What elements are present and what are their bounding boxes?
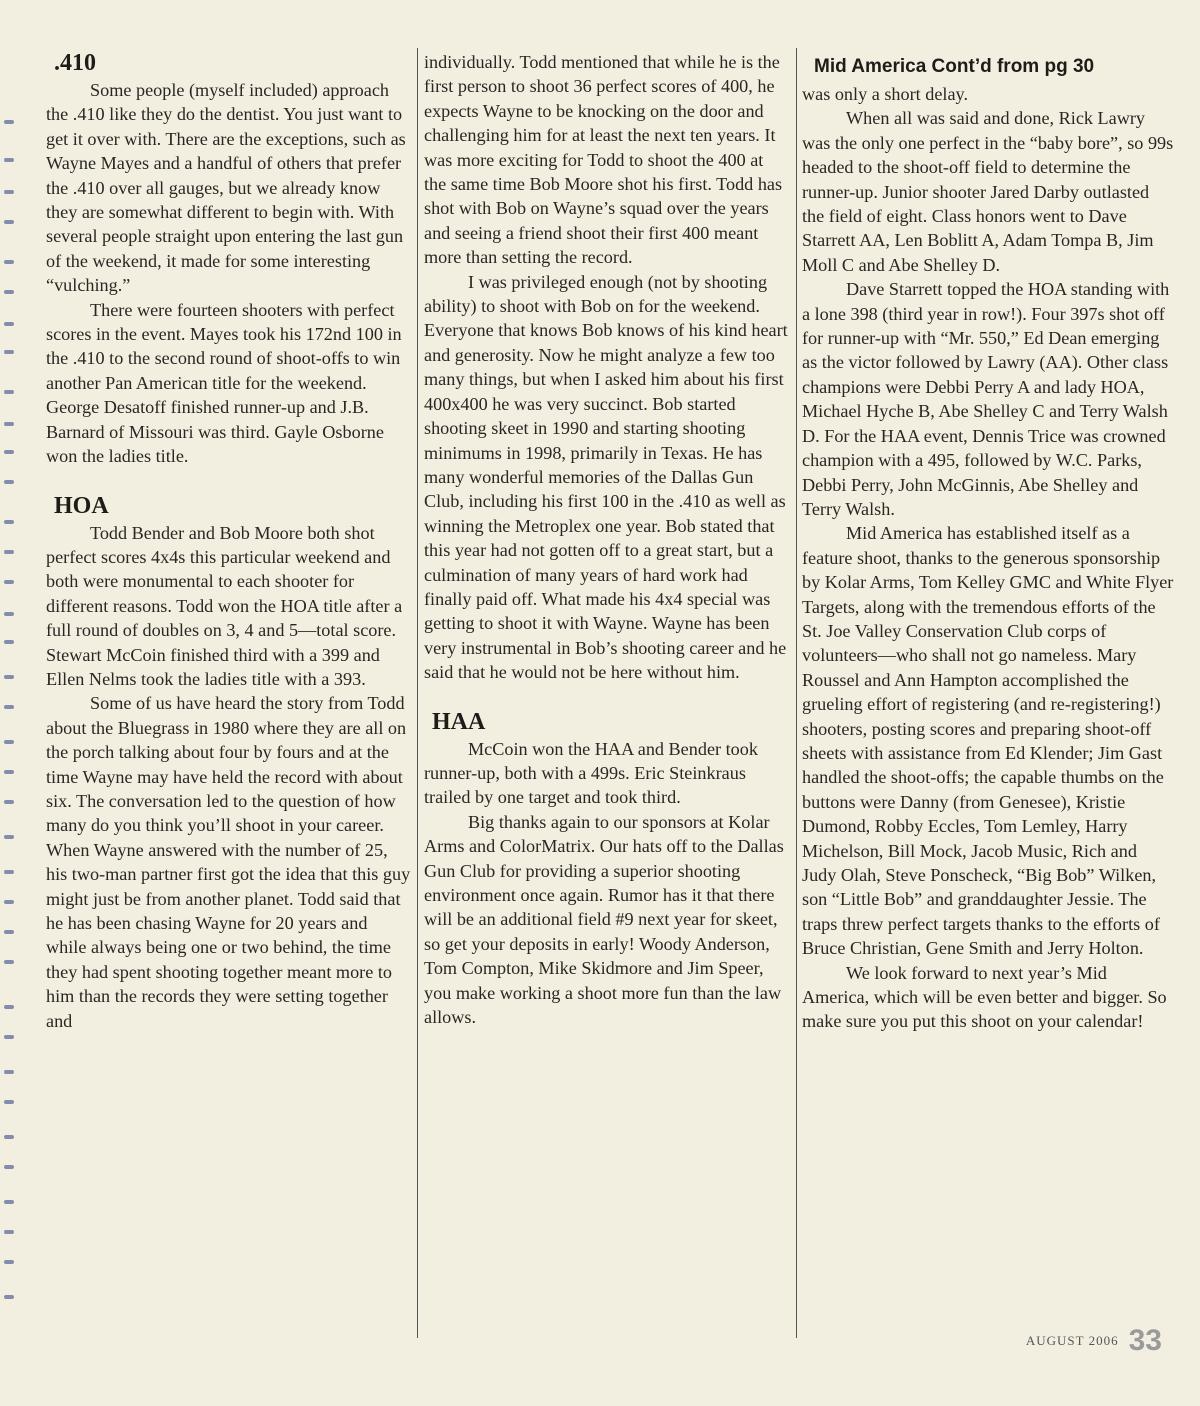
paragraph: Some people (myself included) approach the .410 like they do the dentist. You just want to get it over with. There are the exceptions, such as Wayne Mayes and a handful of others that prefer the .410 over all gauges, but we already know they are somewhat different to begin with. With several people straight upon entering the last gun of the weekend, it made for some interesting “vulching.”	[46, 80, 406, 296]
paragraph: Mid America has established itself as a feature shoot, thanks to the generous sponsorship by Kolar Arms, Tom Kelley GMC and White Flyer Targets, along with the tremendous efforts of the St. Joe Valley Conservation Club corps of volunteers—who shall not go nameless. Mary Roussel and Ann Hampton accomplished the grueling effort of registering (and re-registering!) shooters, posting scores and preparing shoot-off sheets with assistance from Ed Klender; Jim Gast handled the shoot-offs; the capable thumbs on the buttons were Danny (from Genesee), Kristie Dumond, Robby Eccles, Tom Lemley, Harry Michelson, Bill Mock, Jacob Music, Rich and Judy Olah, Steve Ponscheck, “Big Bob” Wilken, son “Little Bob” and granddaughter Jessie. The traps threw perfect targets thanks to the efforts of Bruce Christian, Gene Smith and Jerry Holton.	[802, 523, 1174, 959]
paragraph: Some of us have heard the story from Todd about the Bluegrass in 1980 where they are all on the porch talking about four by fours and at the time Wayne may have held the record with about six. The conversation led to the question of how many do you think you’ll shoot in your career. When Wayne answered with the number of 25, his two-man partner first got the idea that this guy might just be from another planet. Todd said that he has been chasing Wayne for 20 years and while always being one or two behind, the time they had spent shooting together meant more to him than the records they were setting together and	[46, 693, 411, 1031]
section-heading-hoa: HOA	[54, 492, 109, 519]
column-2	[424, 50, 789, 1029]
issue-date: AUGUST 2006	[1025, 1333, 1119, 1348]
section-heading-haa: HAA	[432, 708, 486, 735]
paragraph: I was privileged enough (not by shooting ability) to shoot with Bob on for the weekend. Everyone that knows Bob knows of his kind heart and generosity. Now he might analyze a few too many things, but when I asked him about his first 400x400 he was very succinct. Bob started shooting skeet in 1990 and starting shooting minimums in 1998, primarily in Texas. He has many wonderful memories of the Dallas Gun Club, including his first 100 in the .410 as well as winning the Metroplex one year. Bob stated that this year had not gotten off to a great start, but a culmination of many years of hard work had finally paid off. What made his 4x4 special was getting to shoot it with Wayne. Wayne has been very instrumental in Bob’s shooting career and he said that he would not be here without him.	[424, 271, 788, 683]
column-divider	[417, 48, 418, 1338]
column-1	[46, 50, 411, 1033]
paragraph: McCoin won the HAA and Bender took runner-up, both with a 499s. Eric Steinkraus trailed by one target and took third.	[424, 738, 758, 808]
paragraph: Dave Starrett topped the HOA standing with a lone 398 (third year in row!). Four 397s shot off for runner-up with “Mr. 550,” Ed Dean emerging as the victor followed by Lawry (AA). Other class champions were Debbi Perry A and lady HOA, Michael Hyche B, Abe Shelley C and Terry Walsh D. For the HAA event, Dennis Trice was crowned champion with a 495, followed by W.C. Parks, Debbi Perry, John McGinnis, Abe Shelley and Terry Walsh.	[802, 279, 1170, 519]
paragraph: individually. Todd mentioned that while he is the first person to shoot 36 perfect scores of 400, he expects Wayne to be knocking on the door and challenging him for at least the next ten years. It was more exciting for Todd to shoot the 400 at the same time Bob Moore shot his first. Todd has shot with Bob on Wayne’s squad over the years and seeing a friend shoot their first 400 meant more than setting the record.	[424, 52, 783, 268]
gutter-marks	[0, 100, 28, 1320]
paragraph: There were fourteen shooters with perfect scores in the event. Mayes took his 172nd 100 in the .410 to the second round of shoot-offs to win another Pan American title for the weekend. George Desatoff finished runner-up and J.B. Barnard of Missouri was third. Gayle Osborne won the ladies title.	[46, 299, 402, 467]
column-3	[802, 50, 1174, 1034]
page-footer	[1026, 1324, 1162, 1358]
continuation-heading: Mid America Cont’d from pg 30	[814, 56, 1095, 77]
paragraph: When all was said and done, Rick Lawry was the only one perfect in the “baby bore”, so 99s headed to the shoot-off field to determine the runner-up. Junior shooter Jared Darby outlasted the field of eight. Class honors went to Dave Starrett AA, Len Boblitt A, Adam Tompa B, Jim Moll C and Abe Shelley D.	[802, 108, 1174, 275]
paragraph: We look forward to next year’s Mid America, which will be even better and bigger. So make sure you put this shoot on your calendar!	[802, 962, 1167, 1032]
paragraph: Todd Bender and Bob Moore both shot perfect scores 4x4s this particular weekend and both were monumental to each shooter for different reasons. Todd won the HOA title after a full round of doubles on 3, 4 and 5—total score. Stewart McCoin finished third with a 399 and Ellen Nelms took the ladies title with a 393.	[46, 522, 403, 689]
column-divider	[796, 48, 797, 1338]
paragraph: was only a short delay.	[802, 84, 969, 104]
section-heading-410: .410	[54, 50, 96, 76]
paragraph: Big thanks again to our sponsors at Kolar Arms and ColorMatrix. Our hats off to the Dallas Gun Club for providing a superior shooting environment once again. Rumor has it that there will be an additional field #9 next year for skeet, so get your deposits in early! Woody Anderson, Tom Compton, Mike Skidmore and Jim Speer, you make working a shoot more fun than the law allows.	[424, 811, 784, 1028]
page-number: 33	[1128, 1324, 1162, 1357]
